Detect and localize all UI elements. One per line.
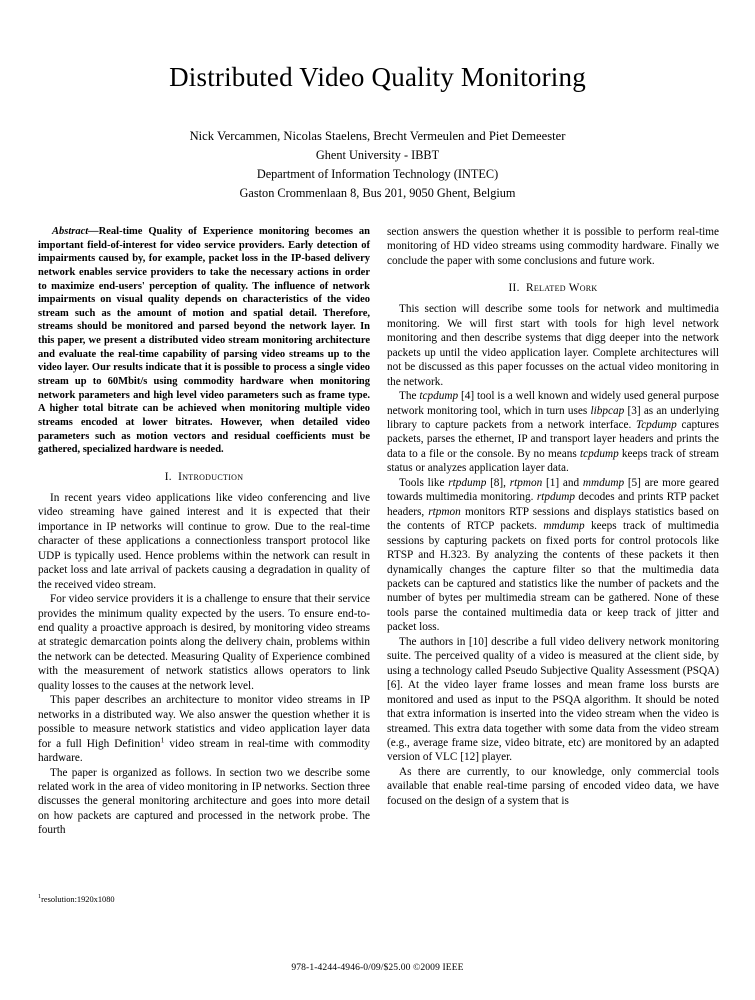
abstract-paragraph [38,225,370,457]
section-heading-introduction [38,471,370,483]
related-work-paragraph-commercial: As there are currently, to our knowledge, only commercial tools available that enable real-time parsing of encoded video data, we have focused on the design of a system that is [387,765,719,807]
intro-paragraph-1: In recent years video applications like video conferencing and live video streaming have gained interest and it is expected that their importance in IP networks will continue to grow. Due to the real-time character of these applications a connectionless transport protocol like UDP is typically used. Hence problems within the network can result in packet loss and late arrival of packets causing a degradation in quality of the received video stream. [38,491,370,591]
tool-name-tcpdump-capital: Tcpdump [635,418,677,431]
author-list: Nick Vercammen, Nicolas Staelens, Brecht Vermeulen and Piet Demeester [189,129,566,144]
footnote-text: resolution:1920x1080 [41,895,115,904]
intro-par3-text-a: This paper describes an architecture to monitor video streams in IP networks in a distributed way. We also answer the question whether it is possible to measure network statistics and video application layer data for a full High Definition [38,694,370,750]
affiliation-university: Ghent University - IBBT [315,148,440,163]
related-work-paragraph-psqa: The authors in [10] describe a full video delivery network monitoring suite. The perceived quality of a video is measured at the client side, by using a technology called Pseudo Subjective Quality Assessment (PSQA) [6]. At the video layer frame losses and mean frame loss bursts are monitored and used as input to the PSQA algorithm. It should be noted that extra information is inserted into the video stream when the video is streamed. This extra data together with some data from the video stream (e.g., average frame size, video bitrate, etc) are monitored by an adapted version of VLC [12] player. [387,635,719,764]
section-title: Introduction [178,470,244,483]
affiliation-address: Gaston Crommenlaan 8, Bus 201, 9050 Ghent, Belgium [239,185,516,200]
page-footer: 978-1-4244-4946-0/09/$25.00 ©2009 IEEE [291,962,464,973]
text-fragment: [8], [486,476,510,489]
related-work-paragraph-tools [387,476,719,635]
intro-paragraph-3 [38,693,370,765]
text-fragment: [4] tool is a well known and widely used general purpose network monitoring tool, which in turn uses [387,390,720,417]
intro-paragraph-organization-continued: section answers the question whether it is possible to perform real-time monitoring of HD video streams using commodity hardware. Finally we conclude the paper with some conclusions and future work. [387,226,719,267]
intro-paragraph-organization: The paper is organized as follows. In section two we describe some related work in the area of video monitoring in IP networks. Section three discusses the general monitoring architecture and goes into more detail on how packets are captured and processed in the network probe. The fourth [38,766,370,837]
tool-name-mmdump: mmdump [582,476,625,489]
intro-par3-text-b: video stream in real-time with commodity hardware. [38,737,371,765]
tool-name-tcpdump: tcpdump [419,390,459,403]
column-left [38,225,370,935]
body-columns [38,225,719,935]
section-title: Related Work [525,282,598,295]
tool-name-libpcap: libpcap [590,404,625,417]
text-fragment: [1] and [542,476,583,489]
section-heading-related-work [387,282,719,294]
title-block [0,0,755,202]
abstract-text: Real-time Quality of Experience monitoring becomes an important field-of-interest for video service providers. Early detection of impairments caused by, for example, packet loss in the IP-based delivery network enables service providers to take the necessary actions in order to maximize end-users' perception of quality. The influence of network impairments on visual quality depends on characteristics of the video stream such as the amount of motion and spatial detail. Therefore, streams should be monitored and parsed beyond the network layer. In this paper, we present a distributed video stream monitoring architecture and evaluate the real-time capability of parsing video streams up to the video layer. Our results indicate that it is possible to process a single video stream up to 60Mbit/s using commodity hardware when monitoring network parameters and high level video parameters such as frame type. A higher total bitrate can be achieved when monitoring multiple video streams encoded at lower bitrates. However, when detailed video parameters such as motion vectors and residual coefficients must be gathered, specialized hardware is needed. [38,226,370,456]
tool-name-rtpdump: rtpdump [448,476,487,489]
footnote-marker: 1 [160,734,165,744]
footnote [38,895,370,906]
section-numeral: II. [508,282,520,295]
footnote-number: 1 [38,893,42,901]
tool-name-tcpdump-2: tcpdump [579,447,619,460]
tool-name-rtpmon: rtpmon [509,476,543,489]
text-fragment: decodes and prints RTP packet headers, [387,491,720,518]
abstract-label: Abstract— [52,226,99,237]
text-fragment: [3] as an underlying library to capture packets from a network interface. [387,404,719,431]
tool-name-rtpmon-2: rtpmon [428,505,461,518]
text-fragment: The [399,390,420,403]
text-fragment: captures packets, parses the ethernet, IP and transport layer headers and prints the data to a file or the console. By no means [387,418,719,460]
text-fragment: [5] are more geared towards multimedia monitoring. [387,476,719,504]
affiliation-department: Department of Information Technology (INTEC) [256,166,499,181]
text-fragment: Tools like [399,476,449,489]
text-fragment: keeps track of stream status or analyzes application layer data. [387,447,719,475]
page-title: Distributed Video Quality Monitoring [169,62,586,92]
tool-name-mmdump-2: mmdump [543,520,585,533]
related-work-paragraph-intro: This section will describe some tools for network and multimedia monitoring. We will first start with tools for high level network monitoring and then describe systems that digg deeper into the network packets up until the video application layer. Complete architectures will not be discussed as this paper focusses on the actual video monitoring in the network. [387,303,719,388]
related-work-paragraph-tcpdump [387,389,719,476]
text-fragment: monitors RTP sessions and displays statistics based on the contents of RTCP packets. [387,505,719,533]
intro-paragraph-2: For video service providers it is a challenge to ensure that their service provides the minimum quality expected by the users. To ensure end-to-end quality a proactive approach is desired, by monitoring video streams at strategic demarcation points along the delivery chain, problems within the network can be detected. Measuring Quality of Experience combined with the measurement of network statistics allows operators to link quality losses to the causes at the network level. [38,593,370,692]
text-fragment: keeps track of multimedia sessions by capturing packets on fixed ports for control protocols like RTSP and H.323. By analyzing the contents of these packets it then dynamically changes the capture filter so that the multimedia data packets can be captured and statistics like the number of packets and the number of bytes per multimedia stream can be gathered. None of these tools parse the contained multimedia data or keep track of jitter and packet loss. [387,520,719,634]
tool-name-rtpdump-2: rtpdump [536,491,576,504]
column-right [387,225,719,935]
section-numeral: I. [164,470,172,483]
